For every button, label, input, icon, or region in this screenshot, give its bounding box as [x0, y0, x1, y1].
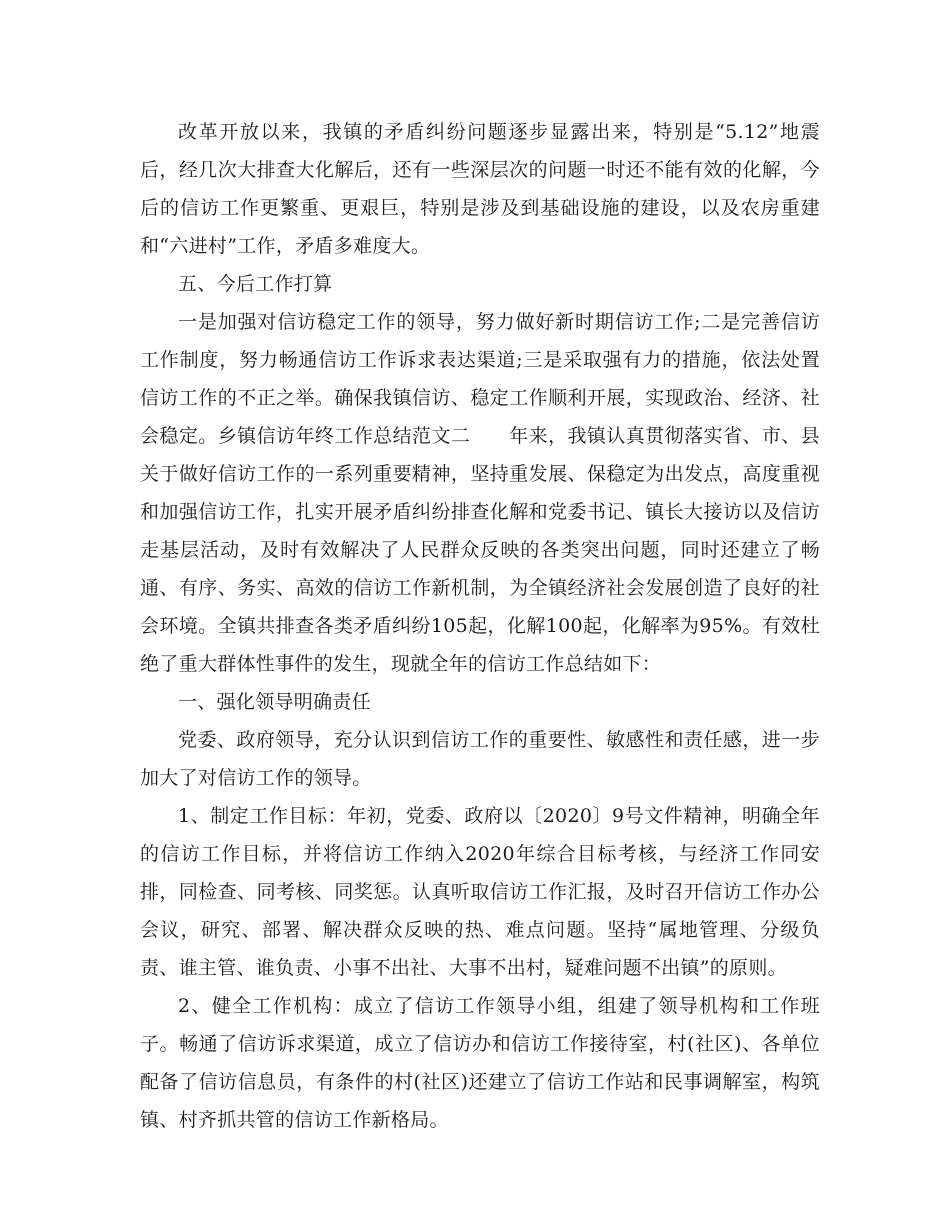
heading-future-plans: 五、今后工作打算 — [178, 273, 333, 295]
paragraph-work-goals: 1、制定工作目标：年初，党委、政府以〔2020〕9号文件精神，明确全年的信访工作目标，并将信访工作纳入2020年综合目标考核，与经济工作同安排，同检查、同考核、同奖惩。认真听取信访工作汇报，及时召开信访工作办公会议，研究、部署、解决群众反映的热、难点问题。坚持“属地管理、分级负责、谁主管、谁负责、小事不出社、大事不出村，疑难问题不出镇”的原则。 — [140, 805, 820, 979]
paragraph-work-organization: 2、健全工作机构：成立了信访工作领导小组，组建了领导机构和工作班子。畅通了信访诉求渠道，成立了信访办和信访工作接待室，村(社区)、各单位配备了信访信息员，有条件的村(社区)还建立了信访工作站和民事调解室，构筑镇、村齐抓共管的信访工作新格局。 — [140, 995, 820, 1131]
heading-strengthen-leadership: 一、强化领导明确责任 — [178, 691, 372, 713]
paragraph-earthquake-issues: 改革开放以来，我镇的矛盾纠纷问题逐步显露出来，特别是“5.12”地震后，经几次大排查大化解后，还有一些深层次的问题一时还不能有效的化解，今后的信访工作更繁重、更艰巨，特别是涉及到基础设施的建设，以及农房重建和“六进村”工作，矛盾多难度大。 — [140, 121, 820, 257]
document-body — [140, 113, 820, 1139]
paragraph-plans-and-summary: 一是加强对信访稳定工作的领导，努力做好新时期信访工作;二是完善信访工作制度，努力畅通信访工作诉求表达渠道;三是采取强有力的措施，依法处置信访工作的不正之举。确保我镇信访、稳定工作顺利开展，实现政治、经济、社会稳定。乡镇信访年终工作总结范文二 年来，我镇认真贯彻落实省、市、县关于做好信访工作的一系列重要精神，坚持重发展、保稳定为出发点，高度重视和加强信访工作，扎实开展矛盾纠纷排查化解和党委书记、镇长大接访以及信访走基层活动，及时有效解决了人民群众反映的各类突出问题，同时还建立了畅通、有序、务实、高效的信访工作新机制，为全镇经济社会发展创造了良好的社会环境。全镇共排查各类矛盾纠纷105起，化解100起，化解率为95%。有效杜绝了重大群体性事件的发生，现就全年的信访工作总结如下： — [140, 311, 820, 675]
paragraph-leadership: 党委、政府领导，充分认识到信访工作的重要性、敏感性和责任感，进一步加大了对信访工作的领导。 — [140, 729, 820, 789]
